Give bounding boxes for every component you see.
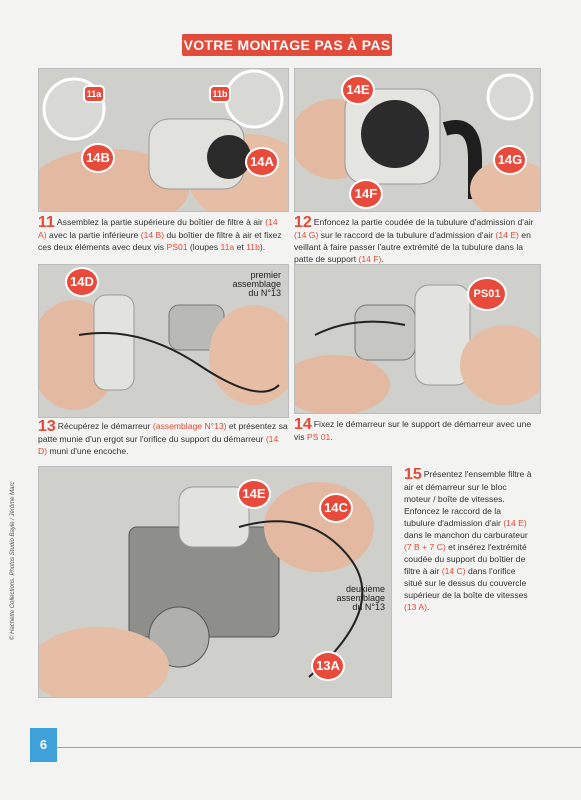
page-title: VOTRE MONTAGE PAS À PAS [182,34,392,56]
tag-14c: 14C [321,495,351,521]
photo-step-12 [294,68,541,212]
step-11-ref-14b: (14 B) [140,230,165,240]
photo-12-illustration [295,69,540,211]
footer-rule [57,747,581,748]
tag-14e: 14E [343,77,373,103]
step-15-ref-14c: (14 C) [441,566,466,576]
step-12-text [294,216,542,265]
step-14-number: 14 [294,416,312,433]
tag-14g: 14G [495,147,525,173]
step-13-text-a: Récupérez le démarreur [57,421,153,431]
step-12-text-d: . [381,254,384,264]
step-13-number: 13 [38,418,56,435]
step-12-ref-14g: (14 G) [294,230,319,240]
tag-14a: 14A [247,149,277,175]
step-15-text-c: et insérez l'extrémité coudée du support du boîtier de filtre à air [404,542,527,576]
step-15-ref-7b7c: (7 B + 7 C) [404,542,446,552]
callout-line-1: premier [250,270,281,280]
photo-11-illustration [39,69,288,211]
tag-14b: 14B [83,145,113,171]
step-12-ref-14f: (14 F) [358,254,382,264]
step-15-number: 15 [404,466,422,483]
step-15-text [404,468,534,613]
step-11-text [38,216,288,253]
step-12-text-c: en veillant à faire passer l'autre extrémité de la tubulure dans la patte de support [294,230,531,264]
step-11-text-c: du boîtier de filtre à air et fixez ces deux éléments avec deux vis [38,230,282,252]
tag-14f: 14F [351,181,381,207]
step-13-text-c: muni d'une encoche. [47,446,129,456]
page-number: 6 [30,728,57,762]
step-15-text-a: Présentez l'ensemble filtre à air et démarreur sur le bloc moteur / boîte de vitesses. Enfoncez le raccord de la tubulure d'admission d'air [404,469,532,528]
step-11-text-f: ). [259,242,266,252]
step-12-ref-14e: (14 E) [495,230,519,240]
photo-step-11 [38,68,289,212]
step-13-text-b: et présentez sa patte munie d'un ergot sur l'orifice du support du démarreur [38,421,288,444]
callout-second-assembly [325,585,385,612]
step-13-ref-14d: (14 D) [38,434,279,456]
step-15-ref-13a: (13 A) [404,602,427,612]
step-14-text [294,418,542,443]
callout-line-2: assemblage [336,593,385,603]
photo-step-14 [294,264,541,414]
step-15-ref-14e: (14 E) [503,518,527,528]
step-11-text-b: avec la partie inférieure [46,230,141,240]
step-11-number: 11 [38,214,55,231]
step-14-text-a: Fixez le démarreur sur le support de démarreur avec une vis [294,419,532,442]
callout-line-1: deuxième [345,584,385,594]
zoom-label-11a: 11a [86,89,102,99]
photo-step-13 [38,264,289,418]
step-11-text-d: (loupes [187,242,221,252]
step-15-text-b: dans le manchon du carburateur [404,530,528,540]
photo-credit: © Hachette Collections. Photos Studio Bayle / Jérôme Marc [10,481,16,640]
step-13-text [38,420,288,457]
step-13-ref-assembly: (assemblage N°13) [152,421,227,431]
callout-first-assembly [229,271,281,298]
step-12-text-a: Enfoncez la partie coudée de la tubulure d'admission d'air [313,217,534,227]
step-11-ref-11b: 11b [246,242,260,252]
tag-14e-main: 14E [239,481,269,507]
step-15-text-d: dans l'orifice situé sur le dessus du couvercle supérieur de la boîte de vitesses [404,566,528,600]
step-14-text-b: . [330,432,333,442]
photo-step-15 [38,466,392,698]
step-14-ref-ps01: PS 01 [306,432,331,442]
zoom-label-11b: 11b [212,89,228,99]
tag-13a: 13A [313,653,343,679]
callout-line-2: assemblage [232,279,281,289]
callout-line-3: du N°13 [248,288,281,298]
step-15-text-e: . [426,602,430,612]
callout-line-3: du N°13 [352,602,385,612]
tag-14d: 14D [67,269,97,295]
step-11-ref-14a: (14 A) [38,217,278,240]
step-11-text-a: Assemblez la partie supérieure du boîtier de filtre à air [56,217,266,227]
step-12-text-b: sur le raccord de la tubulure d'admission d'air [318,230,496,240]
step-11-ref-11a: 11a [220,242,235,252]
tag-ps01: PS01 [469,279,505,309]
step-11-ref-ps01: PS01 [166,242,188,252]
step-12-number: 12 [294,214,312,231]
step-11-text-e: et [234,242,247,252]
